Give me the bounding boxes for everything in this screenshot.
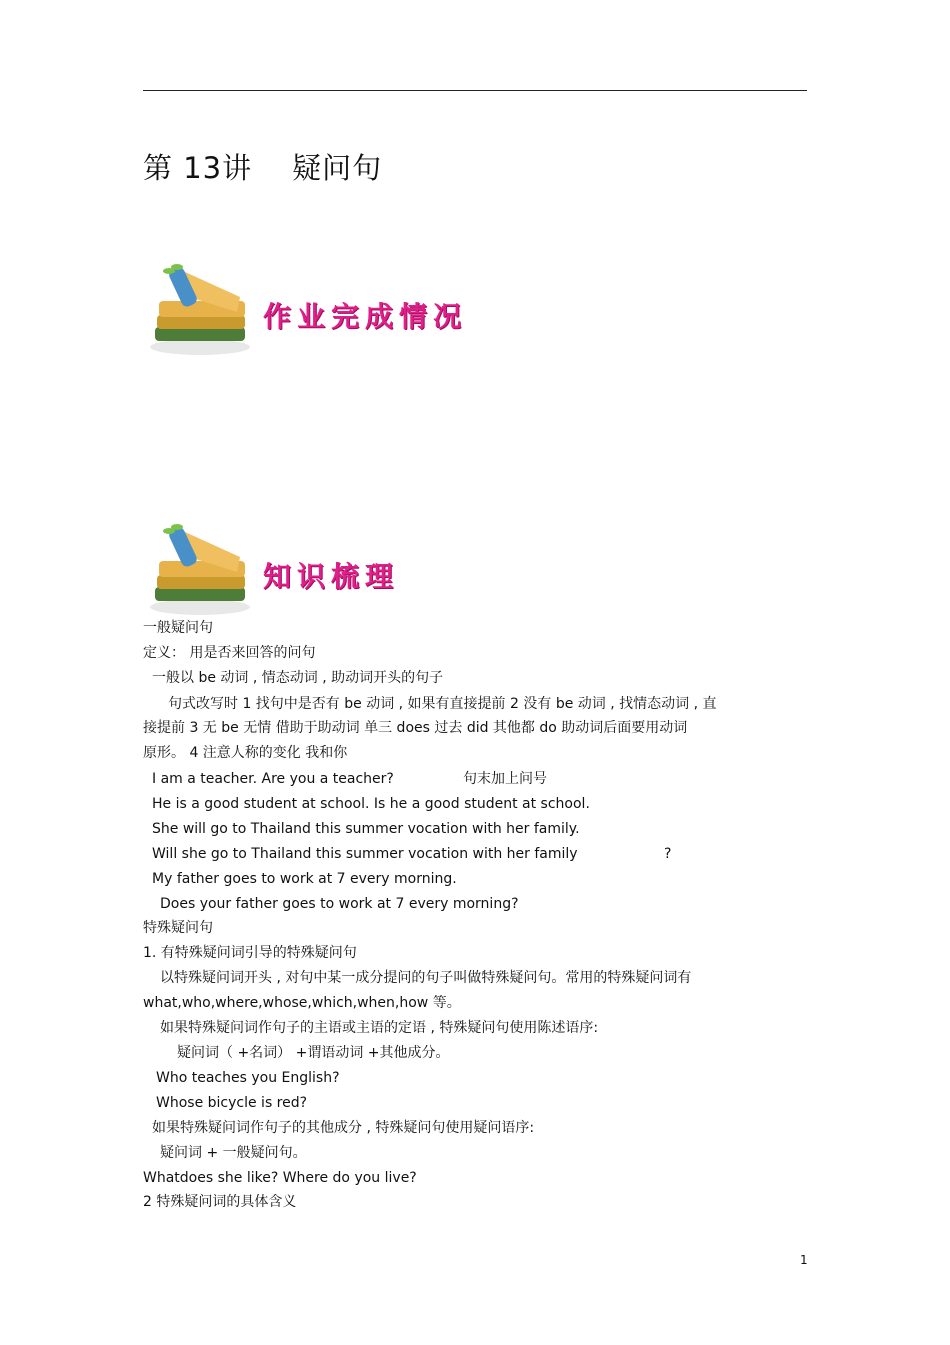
text-line: 特殊疑问句 [143,920,213,936]
text-line: 接提前 3 无 be 无情 借助于助动词 单三 does 过去 did 其他都 do 助动词后面要用动词 [143,720,688,736]
text-line: 疑问词 + 一般疑问句。 [160,1145,307,1161]
text-line: I am a teacher. Are you a teacher? [152,771,394,787]
text-line: Whatdoes she like? Where do you live? [143,1170,417,1186]
text-line: 句末加上问号 [463,771,547,787]
text-line: Who teaches you English? [156,1070,340,1086]
knowledge-banner [145,517,495,617]
books-pencil-icon [145,517,255,617]
text-line: 定义： 用是否来回答的问句 [143,645,316,661]
text-line: Whose bicycle is red? [156,1095,308,1111]
homework-banner-text: 作业完成情况 [263,300,468,333]
lesson-number: 第 13讲 [143,151,253,185]
text-line: 以特殊疑问词开头 , 对句中某一成分提问的句子叫做特殊疑问句。常用的特殊疑问词有 [160,970,692,986]
text-line: My father goes to work at 7 every morning. [152,871,457,887]
text-line: 1. 有特殊疑问词引导的特殊疑问句 [143,945,357,961]
text-line: She will go to Thailand this summer vocation with her family. [152,821,580,837]
text-line: 一般以 be 动词 , 情态动词 , 助动词开头的句子 [152,670,444,686]
text-line: what,who,where,whose,which,when,how 等。 [143,995,461,1011]
text-line: 句式改写时 1 找句中是否有 be 动词 , 如果有直接提前 2 没有 be 动词 , 找情态动词 , 直 [168,696,717,712]
knowledge-banner-text: 知识梳理 [263,560,400,593]
header-rule [143,90,807,91]
text-line: 如果特殊疑问词作句子的其他成分 , 特殊疑问句使用疑问语序: [152,1120,535,1136]
text-line: 2 特殊疑问词的具体含义 [143,1194,297,1210]
lesson-topic: 疑问句 [292,151,383,185]
text-line: ? [664,846,672,862]
text-line: 一般疑问句 [143,620,213,636]
text-line: Will she go to Thailand this summer vocation with her family [152,846,578,862]
page-title [143,146,382,187]
text-line: He is a good student at school. Is he a good student at school. [152,796,590,812]
text-line: 疑问词（ +名词） +谓语动词 +其他成分。 [177,1045,450,1061]
books-pencil-icon [145,257,255,357]
page-number: 1 [800,1253,808,1267]
text-line: Does your father goes to work at 7 every morning? [160,896,519,912]
homework-banner [145,257,495,357]
text-line: 如果特殊疑问词作句子的主语或主语的定语 , 特殊疑问句使用陈述语序: [160,1020,599,1036]
text-line: 原形。 4 注意人称的变化 我和你 [143,745,348,761]
